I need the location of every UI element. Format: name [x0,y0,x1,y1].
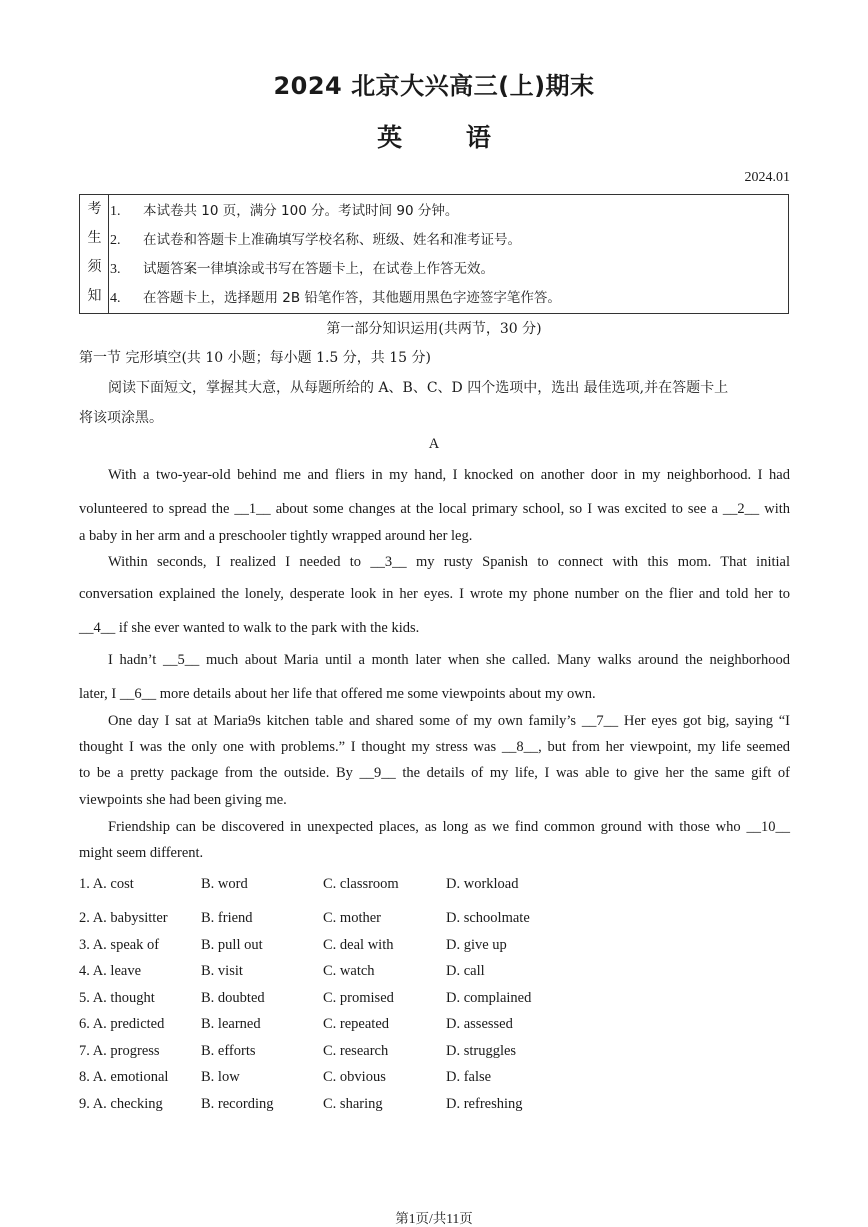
side-char: 知 [87,288,102,304]
option-c: C. obvious [323,1069,386,1085]
passage-line: to be a pretty package from the outside. By __9__ the details of my life, I was able to give her the same gift of [79,765,790,781]
option-a: 5. A. thought [79,990,155,1006]
passage-line: __4__ if she ever wanted to walk to the park with the kids. [79,620,420,636]
option-b: B. low [201,1069,240,1085]
option-a: 6. A. predicted [79,1016,165,1032]
passage-line: Within seconds, I realized I needed to __3__ my rusty Spanish to connect with this mom. That initial [108,554,790,570]
passage-line: later, I __6__ more details about her life that offered me some viewpoints about my own. [79,686,596,702]
option-c: C. classroom [323,876,399,892]
option-b: B. friend [201,910,253,926]
passage-line: viewpoints she had been giving me. [79,792,287,808]
option-b: B. recording [201,1096,274,1112]
option-b: B. learned [201,1016,261,1032]
instruction-line: 阅读下面短文，掌握其大意，从每题所给的 A、B、C、D 四个选项中，选出 最佳选项,并在答题卡上 [108,380,729,396]
option-d: D. call [446,963,485,979]
option-c: C. promised [323,990,394,1006]
option-d: D. struggles [446,1043,517,1059]
option-b: B. visit [201,963,243,979]
page-title: 2024 北京大兴高三(上)期末 [273,72,595,100]
passage-line: Friendship can be discovered in unexpected places, as long as we find common ground with those who __10__ [108,819,790,835]
candidate-notice-box [79,194,789,314]
option-a: 7. A. progress [79,1043,160,1059]
option-d: D. false [446,1069,492,1085]
part-heading: 第一部分知识运用(共两节，30 分) [326,321,542,337]
option-d: D. assessed [446,1016,513,1032]
notice-side-label [80,195,109,313]
option-b: B. word [201,876,248,892]
option-c: C. research [323,1043,389,1059]
option-d: D. give up [446,937,507,953]
side-char: 须 [87,259,102,275]
option-c: C. repeated [323,1016,390,1032]
option-a: 4. A. leave [79,963,142,979]
option-d: D. refreshing [446,1096,523,1112]
option-c: C. mother [323,910,381,926]
option-d: D. workload [446,876,519,892]
passage-line: might seem different. [79,845,204,861]
option-b: B. efforts [201,1043,256,1059]
notice-item: 2. 在试卷和答题卡上准确填写学校名称、班级、姓名和准考证号。 [110,232,521,248]
notice-item: 4. 在答题卡上，选择题用 2B 铅笔作答，其他题用黑色字迹签字笔作答。 [110,290,561,306]
option-b: B. doubted [201,990,265,1006]
passage-line: thought I was the only one with problems.” I thought my stress was __8__, but from her viewpoint, my life seemed [79,739,790,755]
passage-line: With a two-year-old behind me and fliers in my hand, I knocked on another door in my neighborhood. I had [108,467,790,483]
option-a: 1. A. cost [79,876,134,892]
option-b: B. pull out [201,937,263,953]
option-d: D. complained [446,990,532,1006]
passage-line: I hadn’t __5__ much about Maria until a month later when she called. Many walks around the neighborhood [108,652,790,668]
passage-label: A [428,436,440,452]
option-a: 8. A. emotional [79,1069,169,1085]
exam-date: 2024.01 [744,170,790,185]
option-a: 3. A. speak of [79,937,160,953]
notice-item: 3. 试题答案一律填涂或书写在答题卡上，在试卷上作答无效。 [110,261,494,277]
passage-line: a baby in her arm and a preschooler tightly wrapped around her leg. [79,528,473,544]
option-c: C. watch [323,963,375,979]
notice-item: 1. 本试卷共 10 页，满分 100 分。考试时间 90 分钟。 [110,203,459,219]
option-d: D. schoolmate [446,910,530,926]
option-c: C. deal with [323,937,394,953]
option-a: 2. A. babysitter [79,910,168,926]
side-char: 考 [87,201,102,217]
option-c: C. sharing [323,1096,383,1112]
page-number-footer: 第1页/共11页 [395,1211,473,1226]
passage-line: volunteered to spread the __1__ about some changes at the local primary school, so I was excited to see a __2__ with [79,501,790,517]
section-heading: 第一节 完形填空(共 10 小题；每小题 1.5 分，共 15 分) [79,350,431,366]
instruction-line: 将该项涂黑。 [79,410,163,426]
subject-title: 英 语 [377,123,491,152]
passage-line: One day I sat at Maria9s kitchen table and shared some of my own family’s __7__ Her eyes got big, saying “I [108,713,790,729]
passage-line: conversation explained the lonely, desperate look in her eyes. I wrote my phone number on the flier and told her to [79,586,790,602]
option-a: 9. A. checking [79,1096,163,1112]
side-char: 生 [87,230,102,246]
